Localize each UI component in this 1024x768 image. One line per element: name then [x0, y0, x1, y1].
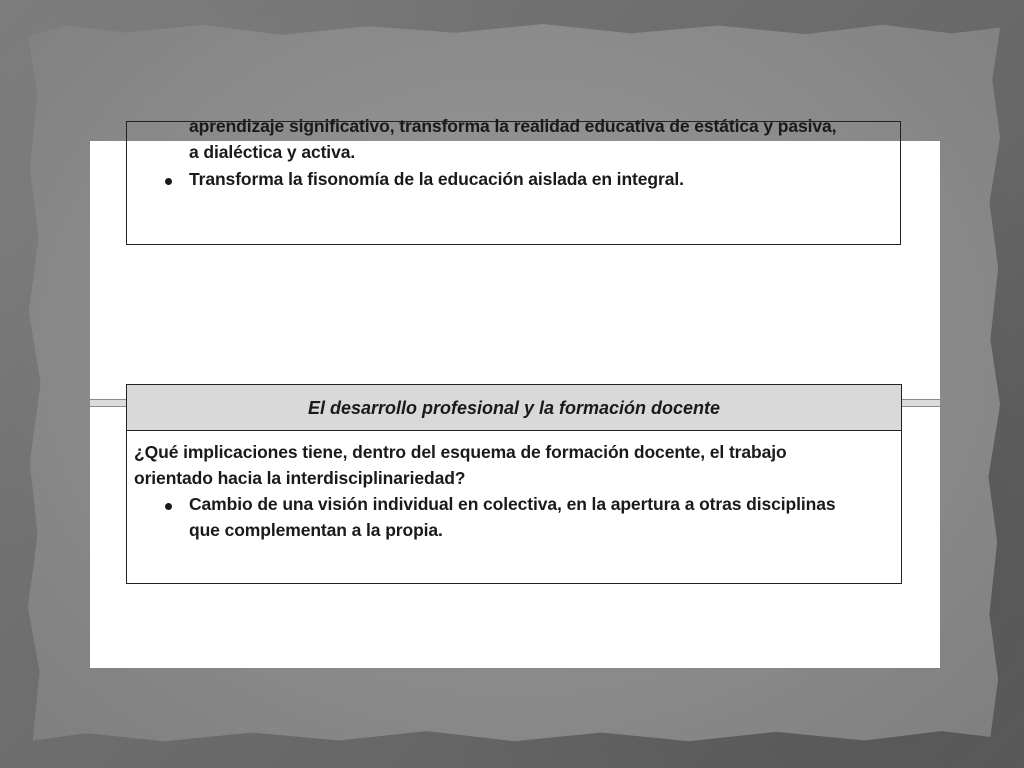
bullet-icon [165, 503, 172, 510]
question-line: orientado hacia la interdisciplinariedad? [134, 468, 466, 488]
bullet-text-line: Transforma la fisonomía de la educación aislada en integral. [189, 169, 684, 189]
document-screenshot [90, 116, 940, 668]
bullet-text-line: aprendizaje significativo, transforma la realidad educativa de estática y pasiva, [189, 116, 837, 136]
bullet-text-line: que complementan a la propia. [189, 520, 443, 540]
question-line: ¿Qué implicaciones tiene, dentro del esquema de formación docente, el trabajo [134, 442, 787, 462]
document-page-top [90, 116, 940, 399]
content-box-top [126, 116, 901, 245]
section-header: El desarrollo profesional y la formación docente [127, 385, 901, 431]
bullet-icon [165, 178, 172, 185]
bullet-text-line: a dialéctica y activa. [189, 142, 356, 162]
content-box-bottom [126, 384, 902, 584]
bullet-text-line: Cambio de una visión individual en colectiva, en la apertura a otras disciplinas [189, 494, 836, 514]
